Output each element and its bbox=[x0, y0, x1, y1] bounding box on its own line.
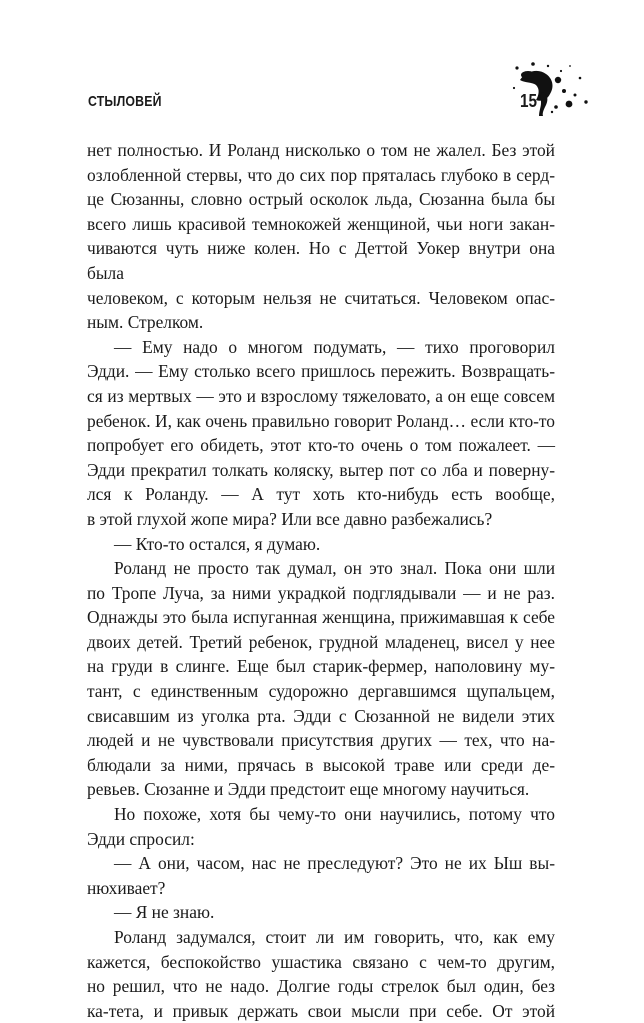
text-line: Однажды это была испуганная женщина, прижимавшая к себе bbox=[87, 607, 555, 628]
text-line: ка-тета, и привык держать свои мысли при себе. От этой bbox=[87, 1000, 555, 1021]
text-line: Эдди. — Ему столько всего пришлось пережить. Возвращать- bbox=[87, 361, 555, 382]
text-line: — Я не знаю. bbox=[114, 902, 215, 923]
text-line: двоих детей. Третий ребенок, грудной младенец, висел у нее bbox=[87, 631, 555, 652]
text-line: на груди в слинге. Еще был старик-фермер, наполовину му- bbox=[87, 656, 555, 677]
text-line: лся к Роланду. — А тут хоть кто-нибудь есть вообще, bbox=[87, 484, 555, 505]
page-number: 15 bbox=[520, 91, 538, 111]
text-line: но решил, что не надо. Долгие годы стрелок был один, без bbox=[87, 976, 555, 997]
text-line: свисавшим из уголка рта. Эдди с Сюзанной не видели этих bbox=[87, 705, 555, 726]
text-line: Эдди прекратил толкать коляску, вытер пот со лба и поверну- bbox=[87, 459, 555, 480]
text-line: Роланд задумался, стоит ли им говорить, что, как ему bbox=[114, 927, 555, 947]
text-line: Роланд не просто так думал, он это знал. Пока они шли bbox=[114, 558, 555, 579]
text-line: Но похоже, хотя бы чему-то они научились, потому что bbox=[114, 804, 555, 825]
text-line: ся из мертвых — это и взрослому тяжеловато, а он еще совсем bbox=[87, 385, 555, 406]
ink-splatter-icon bbox=[512, 58, 598, 116]
text-line: попробует его обидеть, этот кто-то очень о том пожалеет. — bbox=[87, 435, 555, 456]
text-line: — А они, часом, нас не преследуют? Это не их Ыш вы- bbox=[114, 853, 555, 874]
text-line: Эдди спросил: bbox=[87, 828, 195, 849]
text-line: це Сюзанны, словно острый осколок льда, Сюзанна была бы bbox=[87, 189, 555, 210]
text-line: нюхивает? bbox=[87, 877, 166, 898]
text-line: всего лишь красивой темнокожей женщиной, чьи ноги закан- bbox=[87, 213, 555, 234]
running-title: СТЫЛОВЕЙ bbox=[88, 93, 162, 110]
text-line: ным. Стрелком. bbox=[87, 312, 204, 333]
text-line: в этой глухой жопе мира? Или все давно разбежались? bbox=[87, 508, 493, 529]
text-line: людей и не чувствовали присутствия других — тех, что на- bbox=[87, 730, 555, 751]
text-line: ревьев. Сюзанне и Эдди предстоит еще многому научиться. bbox=[87, 779, 530, 800]
text-line: нет полностью. И Роланд нисколько о том не жалел. Без этой bbox=[87, 140, 555, 160]
page-header bbox=[88, 93, 554, 115]
body-text bbox=[87, 138, 555, 1023]
text-line: тант, с единственным судорожно дергавшимся щупальцем, bbox=[87, 681, 555, 702]
text-line: кажется, беспокойство ушастика связано с чем-то другим, bbox=[87, 951, 555, 972]
text-line: чиваются чуть ниже колен. Но с Деттой Уокер внутри она была bbox=[87, 238, 555, 283]
text-line: — Кто-то остался, я думаю. bbox=[114, 533, 321, 554]
text-line: блюдали за ними, прячась в высокой траве или среди де- bbox=[87, 754, 555, 775]
text-line: ребенок. И, как очень правильно говорит Роланд… если кто-то bbox=[87, 410, 555, 431]
text-line: озлобленной стервы, что до сих пор пряталась глубоко в серд- bbox=[87, 164, 555, 185]
text-line: — Ему надо о многом подумать, — тихо проговорил bbox=[114, 336, 555, 357]
text-line: человеком, с которым нельзя не считаться. Человеком опас- bbox=[87, 287, 555, 308]
text-line: по Тропе Луча, за ними украдкой подглядывали — и не раз. bbox=[87, 582, 555, 603]
